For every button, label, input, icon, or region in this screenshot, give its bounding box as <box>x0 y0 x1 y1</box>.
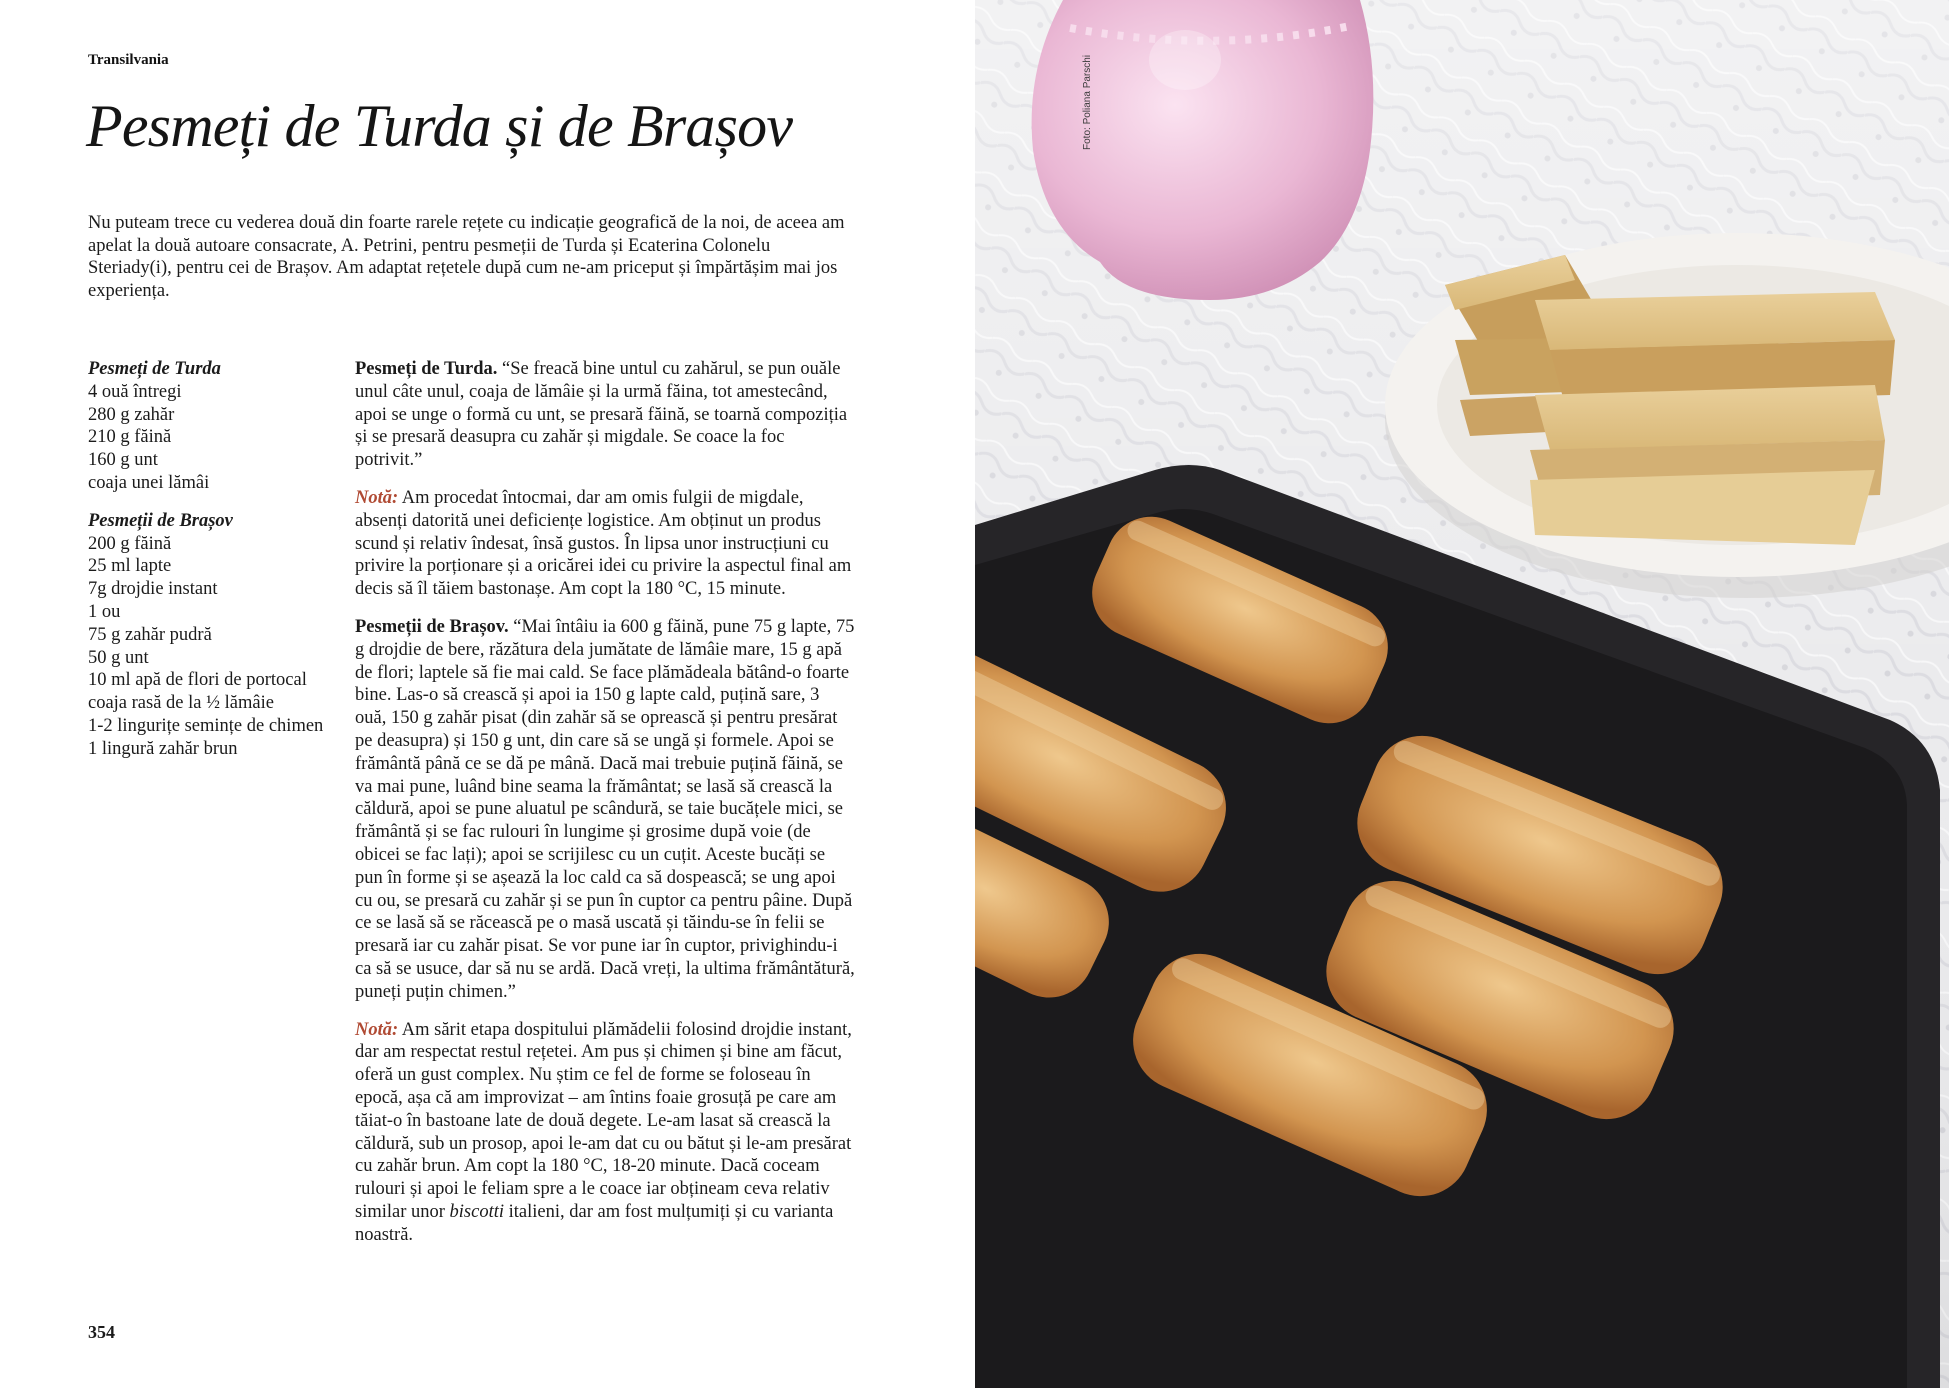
section-label: Transilvania <box>88 52 169 68</box>
ingredient-item: 210 g făină <box>88 427 172 448</box>
ingredient-list-turda <box>88 381 338 495</box>
note-brasov-text-end: italieni, dar am fost mulțumiți și cu varianta noastră. <box>355 1201 834 1245</box>
method-turda-lead: Pesmeți de Turda. <box>355 359 498 379</box>
method-brasov-lead: Pesmeții de Brașov. <box>355 616 509 637</box>
method-brasov-text: “Mai întâiu ia 600 g făină, pune 75 g lapte, 75 g drojdie de bere, răzătura dela jumătate de lămâie mare, 15 g apă de flori; laptele să fie mai cald. Se face plămădeala bătând-o foarte bine. Las-o să crească și apoi ia 150 g lapte cald, puțină sare, 3 ouă, 150 g zahăr pisat (din zahăr să se oprească și pentru presărat pe deasupra) și 150 g unt, din care să se ungă și formele. Apoi se frământă până ce se dă pe mână. Dacă mai trebuie puțină făină, se va mai pune, luând bine seama la frământat; se lasă să crească la căldură, apoi se pune aluatul pe scândură, se taie bucățele mici, se frământă și se fac rulouri în lungime și grosime după voie (de obicei se fac lați); apoi se scrijilesc cu un cuțit. Aceste bucăți se pun în forme și se așează la loc cald ca să dospească; se ung apoi cu ou, se presară cu zahăr și se pun în cuptor ca pentru pâine. După ce se lasă să se răcească pe o masă uscată și tăindu-se în felii se presară iar cu zahăr pisat. Se vor pune iar în cuptor, privighindu-i ca să se usuce, dar să nu se ardă. Dacă vreți, la ultima frământătură, puneți puțin chimen.” <box>355 616 855 1002</box>
ingredient-item: 10 ml apă de flori de portocal <box>88 670 307 691</box>
ingredient-item: 160 g unt <box>88 450 158 471</box>
ingredient-item: 1-2 lingurițe semințe de chimen <box>88 715 324 736</box>
ingredient-item: 75 g zahăr pudră <box>88 624 212 645</box>
note-brasov-emphasis: biscotti <box>449 1201 505 1222</box>
food-photo <box>975 0 1949 1388</box>
ingredient-item: 1 ou <box>88 601 121 622</box>
ingredient-heading-brasov: Pesmeții de Brașov <box>88 510 233 531</box>
ingredient-item: coaja unei lămâi <box>88 472 210 493</box>
photo-credit: Foto: Poliana Parschi <box>1082 54 1093 150</box>
method-turda-text: “Se freacă bine untul cu zahărul, se pun ouăle unul câte unul, coaja de lămâie și la urmă făina, tot amestecând, apoi se unge o formă cu unt, se presară făină, se toarnă compoziția și se presară deasupra cu zahăr și migdale. Se coace la foc potrivit.” <box>355 359 848 471</box>
photo-page <box>975 0 1949 1388</box>
page-title: Pesmeți de Turda și de Brașov <box>86 93 793 159</box>
ingredient-item: 50 g unt <box>88 647 149 668</box>
note-turda-text: Am procedat întocmai, dar am omis fulgii de migdale, absenți datorită unei deficiențe logistice. Am obținut un produs scund și relativ îndesat, însă gustos. În lipsa unor instrucțiuni cu privire la porționare și a oricărei idei cu privire la aspectul final am decis să îl tăiem bastonașe. Am copt la 180 °C, 15 minute. <box>355 487 852 600</box>
ingredient-item: 280 g zahăr <box>88 404 175 425</box>
note-brasov-text: Am sărit etapa dospitului plămădelii folosind drojdie instant, dar am respectat restul rețetei. Am pus și chimen și bine am făcut, oferă un gust complex. Nu știm ce fel de forme se foloseau în epocă, așa că am improvizat – am întins foaie grosuță pe care am tăiat-o în bastoane late de două degete. Le-am lasat să crească la căldură, sub un prosop, apoi le-am dat cu ou bătut și le-am presărat cu zahăr brun. Am copt la 180 °C, 18-20 minute. Dacă coceam rulouri și apoi le feliam spre a le coace iar obțineam ceva relativ similar unor <box>355 1019 852 1222</box>
ingredients-column <box>88 358 338 776</box>
ingredient-item: 25 ml lapte <box>88 556 172 577</box>
method-column <box>355 358 855 1261</box>
ingredient-heading-turda: Pesmeți de Turda <box>88 359 221 379</box>
ingredient-item: 1 lingură zahăr brun <box>88 738 238 759</box>
note-label: Notă: <box>355 1019 399 1040</box>
ingredient-item: coaja rasă de la ½ lămâie <box>88 693 274 714</box>
note-turda <box>355 487 855 601</box>
method-brasov <box>355 616 855 1004</box>
note-brasov <box>355 1019 855 1247</box>
note-label: Notă: <box>355 487 399 508</box>
ingredient-item: 7g drojdie instant <box>88 579 218 600</box>
ingredient-item: 200 g făină <box>88 533 172 554</box>
ingredient-list-brasov <box>88 533 338 761</box>
ingredient-item: 4 ouă întregi <box>88 381 182 402</box>
page-number: 354 <box>88 1322 115 1342</box>
method-turda <box>355 358 855 472</box>
intro-paragraph: Nu puteam trece cu vederea două din foarte rarele rețete cu indicație geografică de la noi, de aceea am apelat la două autoare consacrate, A. Petrini, pentru pesmeții de Turda și Ecaterina Colonelu Steriady(i), pentru cei de Brașov. Am adaptat rețetele după cum ne-am priceput și împărtășim mai jos experiența. <box>88 213 845 302</box>
